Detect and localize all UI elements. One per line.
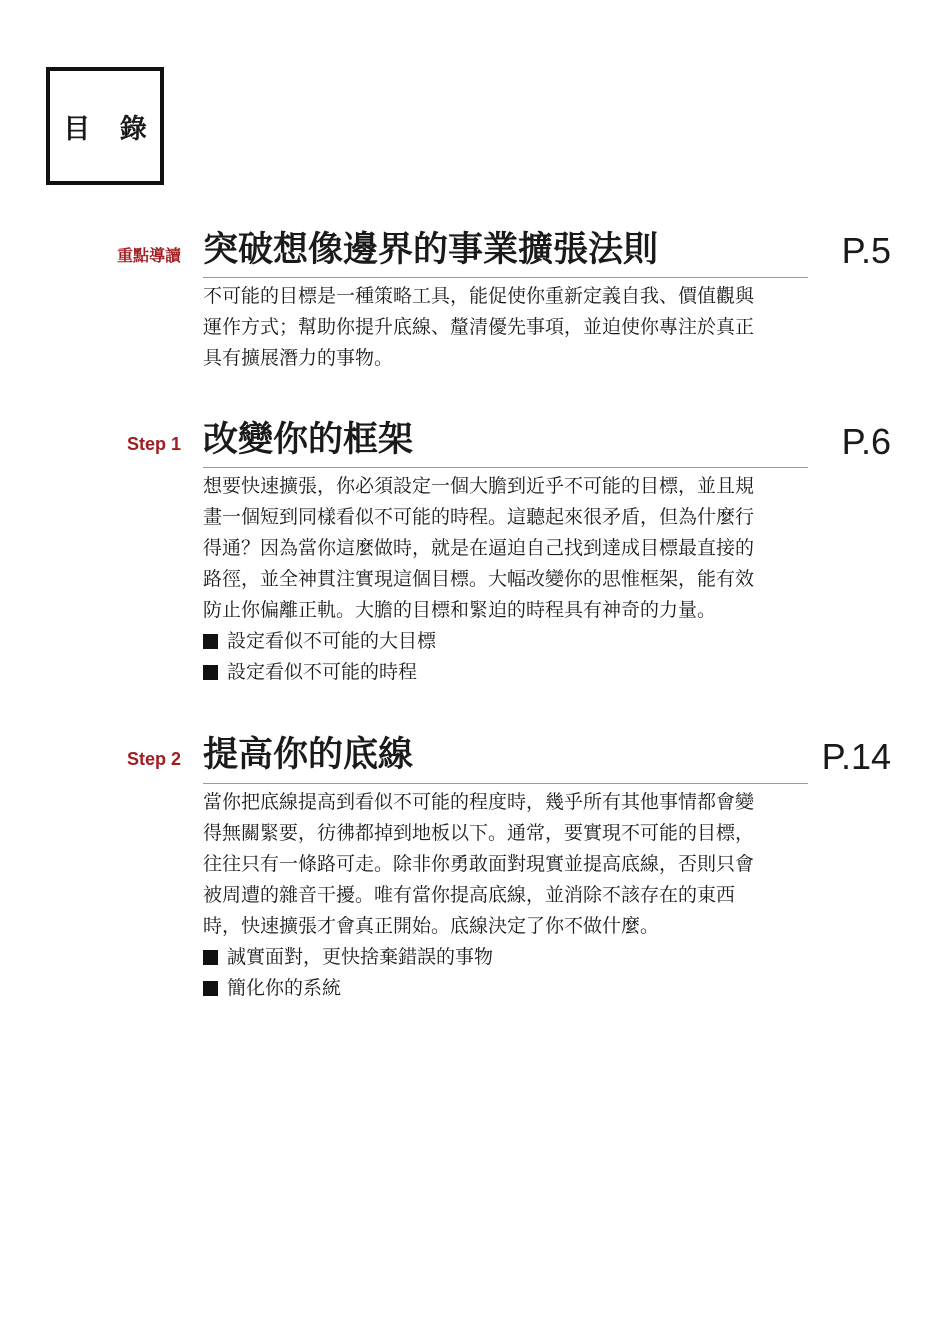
description-line: 防止你偏離正軌。大膽的目標和緊迫的時程具有神奇的力量。: [203, 599, 717, 621]
section-divider: [203, 783, 808, 784]
description-line: 當你把底線提高到看似不可能的程度時，幾乎所有其他事情都會變: [203, 791, 755, 813]
description-line: 運作方式；幫助你提升底線、釐清優先事項，並迫使你專注於真正: [203, 316, 755, 338]
section-divider: [203, 467, 808, 468]
section-tag: 重點導讀: [116, 246, 181, 265]
square-bullet-icon: [203, 981, 218, 996]
description-line: 得無關緊要，彷彿都掉到地板以下。通常，要實現不可能的目標，: [203, 822, 755, 844]
bullet-item: [203, 657, 811, 688]
page-reference[interactable]: P.6: [841, 421, 891, 462]
page-reference[interactable]: P.14: [821, 736, 891, 777]
section-divider: [203, 277, 808, 278]
bullet-text: 設定看似不可能的時程: [227, 661, 418, 683]
square-bullet-icon: [203, 634, 218, 649]
section-description: [203, 281, 811, 374]
section-tag: Step 2: [126, 749, 181, 769]
description-line: 時，快速擴張才會真正開始。底線決定了你不做什麼。: [203, 915, 660, 937]
section-title[interactable]: 改變你的框架: [203, 420, 414, 460]
toc-heading-box: [46, 67, 164, 185]
description-line: 往往只有一條路可走。除非你勇敢面對現實並提高底線，否則只會: [203, 853, 755, 875]
description-line: 不可能的目標是一種策略工具，能促使你重新定義自我、價值觀與: [203, 285, 755, 307]
bullet-item: [203, 626, 811, 657]
square-bullet-icon: [203, 950, 218, 965]
section-description: [203, 787, 811, 1004]
bullet-item: [203, 942, 811, 973]
description-line: 畫一個短到同樣看似不可能的時程。這聽起來很矛盾，但為什麼行: [203, 506, 755, 528]
section-tag: Step 1: [126, 434, 181, 454]
section-title[interactable]: 提高你的底線: [203, 735, 414, 775]
description-line: 得通？因為當你這麼做時，就是在逼迫自己找到達成目標最直接的: [203, 537, 755, 559]
description-line: 被周遭的雜音干擾。唯有當你提高底線，並消除不該存在的東西: [203, 884, 736, 906]
section-title[interactable]: 突破想像邊界的事業擴張法則: [203, 230, 659, 270]
section-description: [203, 471, 811, 688]
bullet-item: [203, 973, 811, 1004]
description-line: 想要快速擴張，你必須設定一個大膽到近乎不可能的目標，並且規: [203, 475, 755, 497]
square-bullet-icon: [203, 665, 218, 680]
bullet-text: 設定看似不可能的大目標: [227, 630, 437, 652]
page-reference[interactable]: P.5: [841, 230, 891, 271]
toc-heading: 目 錄: [63, 113, 157, 145]
bullet-text: 簡化你的系統: [227, 977, 342, 999]
description-line: 具有擴展潛力的事物。: [203, 347, 394, 369]
bullet-text: 誠實面對，更快捨棄錯誤的事物: [227, 946, 494, 968]
description-line: 路徑，並全神貫注實現這個目標。大幅改變你的思惟框架，能有效: [203, 568, 755, 590]
